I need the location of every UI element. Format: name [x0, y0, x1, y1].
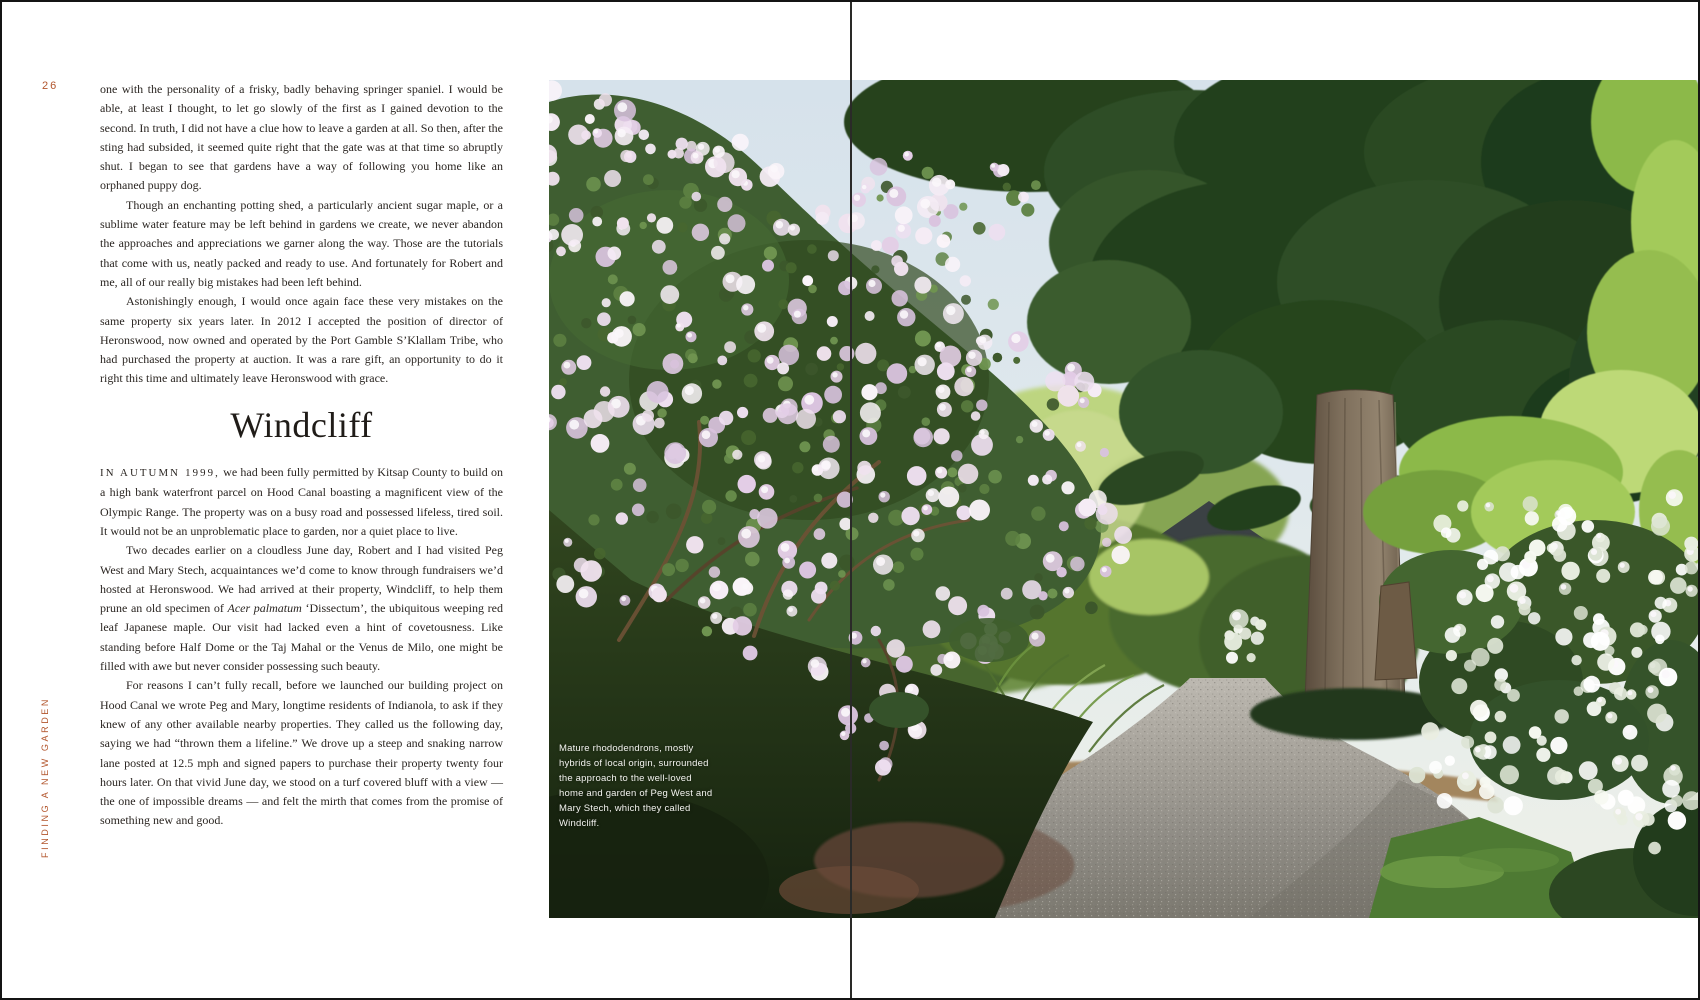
- paragraph-5-text-post: ‘Dissectum’, the ubiquitous weeping red leaf Japanese maple. Our visit had lacked even a hint of covetousness. Like standing before Half Dome or the Taj Mahal or the Venus de Milo, one might be filled with awe but never consider possessing such beauty.: [100, 601, 503, 674]
- paragraph-5-text-pre: Two decades earlier on a cloudless June day, Robert and I had visited Peg West and Mary Stech, acquaintances we’d come to know through fundraisers we’d hosted at Heronswood. We had arrived at their property, Windcliff, to help them prune an old specimen of: [100, 543, 503, 616]
- chapter-heading: Windcliff: [230, 404, 373, 445]
- botanical-name-italic: Acer palmatum: [227, 601, 302, 616]
- small-caps-lead: IN AUTUMN 1999,: [100, 467, 220, 480]
- paragraph-5: [100, 541, 503, 676]
- paragraph-3: Astonishingly enough, I would once again face these very mistakes on the same property six years later. In 2012 I accepted the position of director of Heronswood, now owned and operated by the Port Gamble S’Klallam Tribe, who had purchased the property at auction. It was a rare gift, an opportunity to do it right this time and ultimately leave Heronswood with grace.: [100, 294, 503, 386]
- paragraph-2: Though an enchanting potting shed, a particularly ancient sugar maple, or a sublime water feature may be left behind in gardens we create, we never abandon the approaches and appreciations we garner along the way. Those are the tutorials that come with us, neatly packed and ready to use. And fortunately for Robert and me, all of our really big mistakes had been left behind.: [100, 197, 503, 289]
- photo-caption: Mature rhododendrons, mostly hybrids of local origin, surrounded the approach to the well-loved home and garden of Peg West and Mary Stech, which they called Windcliff.: [559, 743, 713, 829]
- body-text-column: [100, 80, 503, 831]
- page-gutter-divider: [850, 0, 852, 1000]
- paragraph-6: For reasons I can’t fully recall, before we launched our building project on Hood Canal we wrote Peg and Mary, longtime residents of Indianola, to ask if they knew of any other available nearby properties. They called us the following day, saying we had “thrown them a lifeline.” We drove up a steep and snaking narrow lane posted at 12.5 mph and signed papers to purchase their property twenty four hours later. On that vivid June day, we stood on a turf covered bluff with a view — the one of impossible dreams — and felt the mirth that comes from the promise of something new and good.: [100, 678, 503, 828]
- page-number: 26: [42, 80, 59, 92]
- garden-photo: [549, 80, 1698, 918]
- paragraph-1: one with the personality of a frisky, badly behaving springer spaniel. I would be able, at least I thought, to let go slowly of the first as I gained devotion to the second. In truth, I did not have a clue how to leave a garden at all. So then, after the sting had subsided, it seemed quite right that the gate was at that time so abruptly shut. I began to see that gardens have a way of following you home like an orphaned puppy dog.: [100, 82, 503, 193]
- paragraph-4: [100, 463, 503, 541]
- running-footer-vertical-label: FINDING A NEW GARDEN: [40, 696, 50, 858]
- paragraph-4-text: we had been fully permitted by Kitsap County to build on a high bank waterfront parcel on Hood Canal boasting a magnificent view of the Olympic Range. The property was on a busy road and possessed lifeless, tired soil. It would not be an unproblematic place to garden, nor a quiet place to live.: [100, 465, 503, 538]
- garden-photo-illustration: [549, 80, 1698, 918]
